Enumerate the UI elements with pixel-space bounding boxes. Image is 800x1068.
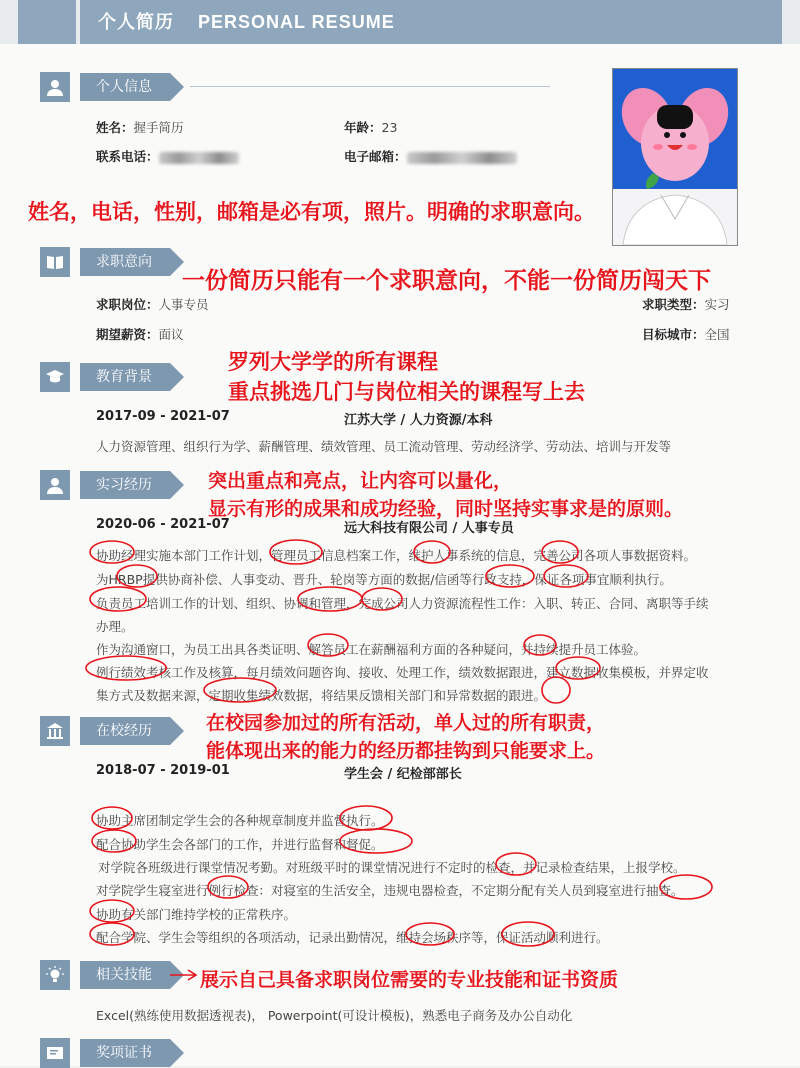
position-field: 求职岗位：人事专员 bbox=[96, 297, 209, 312]
annotation-one-intent: 一份简历只能有一个求职意向，不能一份简历闯天下 bbox=[182, 268, 711, 294]
campus-line: 配合协助学生会各部门的工作，并进行监督和督促。 bbox=[96, 837, 384, 852]
campus-line: 对学院学生寝室进行例行检查：对寝室的生活安全，违规电器检查，不定期分配有关人员到寝室进行抽查。 bbox=[96, 883, 684, 898]
resume-title bbox=[98, 8, 395, 34]
phone-field: 联系电话： bbox=[96, 147, 239, 165]
blurred-phone bbox=[159, 152, 239, 164]
education-courses: 人力资源管理、组织行为学、薪酬管理、绩效管理、员工流动管理、劳动经济学、劳动法、培训与开发等 bbox=[96, 439, 672, 454]
campus-period: 2018-07 - 2019-01 bbox=[96, 763, 230, 778]
annotation-courses-2: 重点挑选几门与岗位相关的课程写上去 bbox=[228, 380, 585, 404]
certificate-icon bbox=[40, 1038, 70, 1068]
building-icon bbox=[40, 716, 70, 746]
section-education-title: 教育背景 bbox=[80, 363, 170, 391]
campus-line: 协助有关部门维持学校的正常秩序。 bbox=[96, 907, 297, 922]
job-type-field: 求职类型：实习 bbox=[642, 297, 730, 312]
section-campus-title: 在校经历 bbox=[80, 717, 170, 745]
salary-field: 期望薪资：面议 bbox=[96, 327, 184, 342]
section-intent-title: 求职意向 bbox=[80, 248, 170, 276]
campus-org: 学生会 / 纪检部部长 bbox=[344, 767, 462, 782]
email-field: 电子邮箱： bbox=[344, 147, 517, 165]
annotation-highlights-1: 突出重点和亮点，让内容可以量化， bbox=[208, 470, 513, 492]
blurred-email bbox=[407, 152, 517, 164]
divider bbox=[190, 86, 550, 87]
annotation-required-fields: 姓名，电话，性别，邮箱是必有项，照片。明确的求职意向。 bbox=[28, 200, 595, 224]
title-cn: 个人简历 bbox=[98, 12, 174, 33]
skills-text: Excel(熟练使用数据透视表)， Powerpoint(可设计模板)，熟悉电子商务及办公自动化 bbox=[96, 1008, 573, 1023]
internship-line: 例行绩效考核工作及核算，每月绩效问题咨询、接收、处理工作，绩效数据跟进，建立数据收集模板，并界定收 bbox=[96, 665, 709, 680]
annotation-highlights-2: 显示有形的成果和成功经验，同时坚持实事求是的原则。 bbox=[208, 498, 684, 520]
annotation-courses-1: 罗列大学学的所有课程 bbox=[228, 350, 438, 374]
campus-line: 对学院各班级进行课堂情况考勤。对班级平时的课堂情况进行不定时的检查，并记录检查结果，上报学校。 bbox=[98, 860, 686, 875]
annotation-campus-1: 在校园参加过的所有活动，单人过的所有职责， bbox=[206, 712, 606, 734]
header-strip bbox=[18, 0, 76, 44]
section-awards-title: 奖项证书 bbox=[80, 1039, 170, 1067]
city-field: 目标城市：全国 bbox=[642, 327, 730, 342]
lightbulb-icon bbox=[40, 960, 70, 990]
internship-line: 为HRBP提供协商补偿、人事变动、晋升、轮岗等方面的数据/信函等行政支持，保证各项事宜顺利执行。 bbox=[96, 572, 672, 587]
book-icon bbox=[40, 247, 70, 277]
section-skills-title: 相关技能 bbox=[80, 961, 170, 989]
annotation-skills: 展示自己具备求职岗位需要的专业技能和证书资质 bbox=[200, 969, 619, 991]
internship-line: 办理。 bbox=[96, 619, 134, 634]
internship-line: 负责员工培训工作的计划、组织、协调和管理，完成公司人力资源流程性工作：入职、转正、合同、离职等手续 bbox=[96, 596, 709, 611]
internship-period: 2020-06 - 2021-07 bbox=[96, 517, 230, 532]
internship-line: 作为沟通窗口，为员工出具各类证明、解答员工在薪酬福利方面的各种疑问，并持续提升员工体验。 bbox=[96, 642, 647, 657]
person-icon bbox=[40, 72, 70, 102]
campus-line: 协助主席团制定学生会的各种规章制度并监督执行。 bbox=[96, 813, 384, 828]
age-field: 年龄：23 bbox=[344, 120, 398, 135]
education-period: 2017-09 - 2021-07 bbox=[96, 409, 230, 424]
section-personal-title: 个人信息 bbox=[80, 73, 170, 101]
internship-line: 协助经理实施本部门工作计划，管理员工信息档案工作，维护人事系统的信息，完善公司各项人事数据资料。 bbox=[96, 548, 697, 563]
internship-line: 集方式及数据来源，定期收集绩效数据，将结果反馈相关部门和异常数据的跟进。 bbox=[96, 688, 547, 703]
title-en: PERSONAL RESUME bbox=[198, 12, 395, 32]
profile-photo bbox=[612, 68, 738, 246]
annotation-campus-2: 能体现出来的能力的经历都挂钩到只能要求上。 bbox=[206, 740, 606, 762]
person-icon bbox=[40, 470, 70, 500]
graduation-cap-icon bbox=[40, 362, 70, 392]
education-school: 江苏大学 / 人力资源/本科 bbox=[344, 413, 493, 428]
campus-line: 配合学院、学生会等组织的各项活动，记录出勤情况，维持会场秩序等，保证活动顺利进行。 bbox=[96, 930, 609, 945]
section-internship-title: 实习经历 bbox=[80, 471, 170, 499]
name-field: 姓名：握手简历 bbox=[96, 120, 184, 135]
internship-company: 远大科技有限公司 / 人事专员 bbox=[344, 521, 514, 536]
